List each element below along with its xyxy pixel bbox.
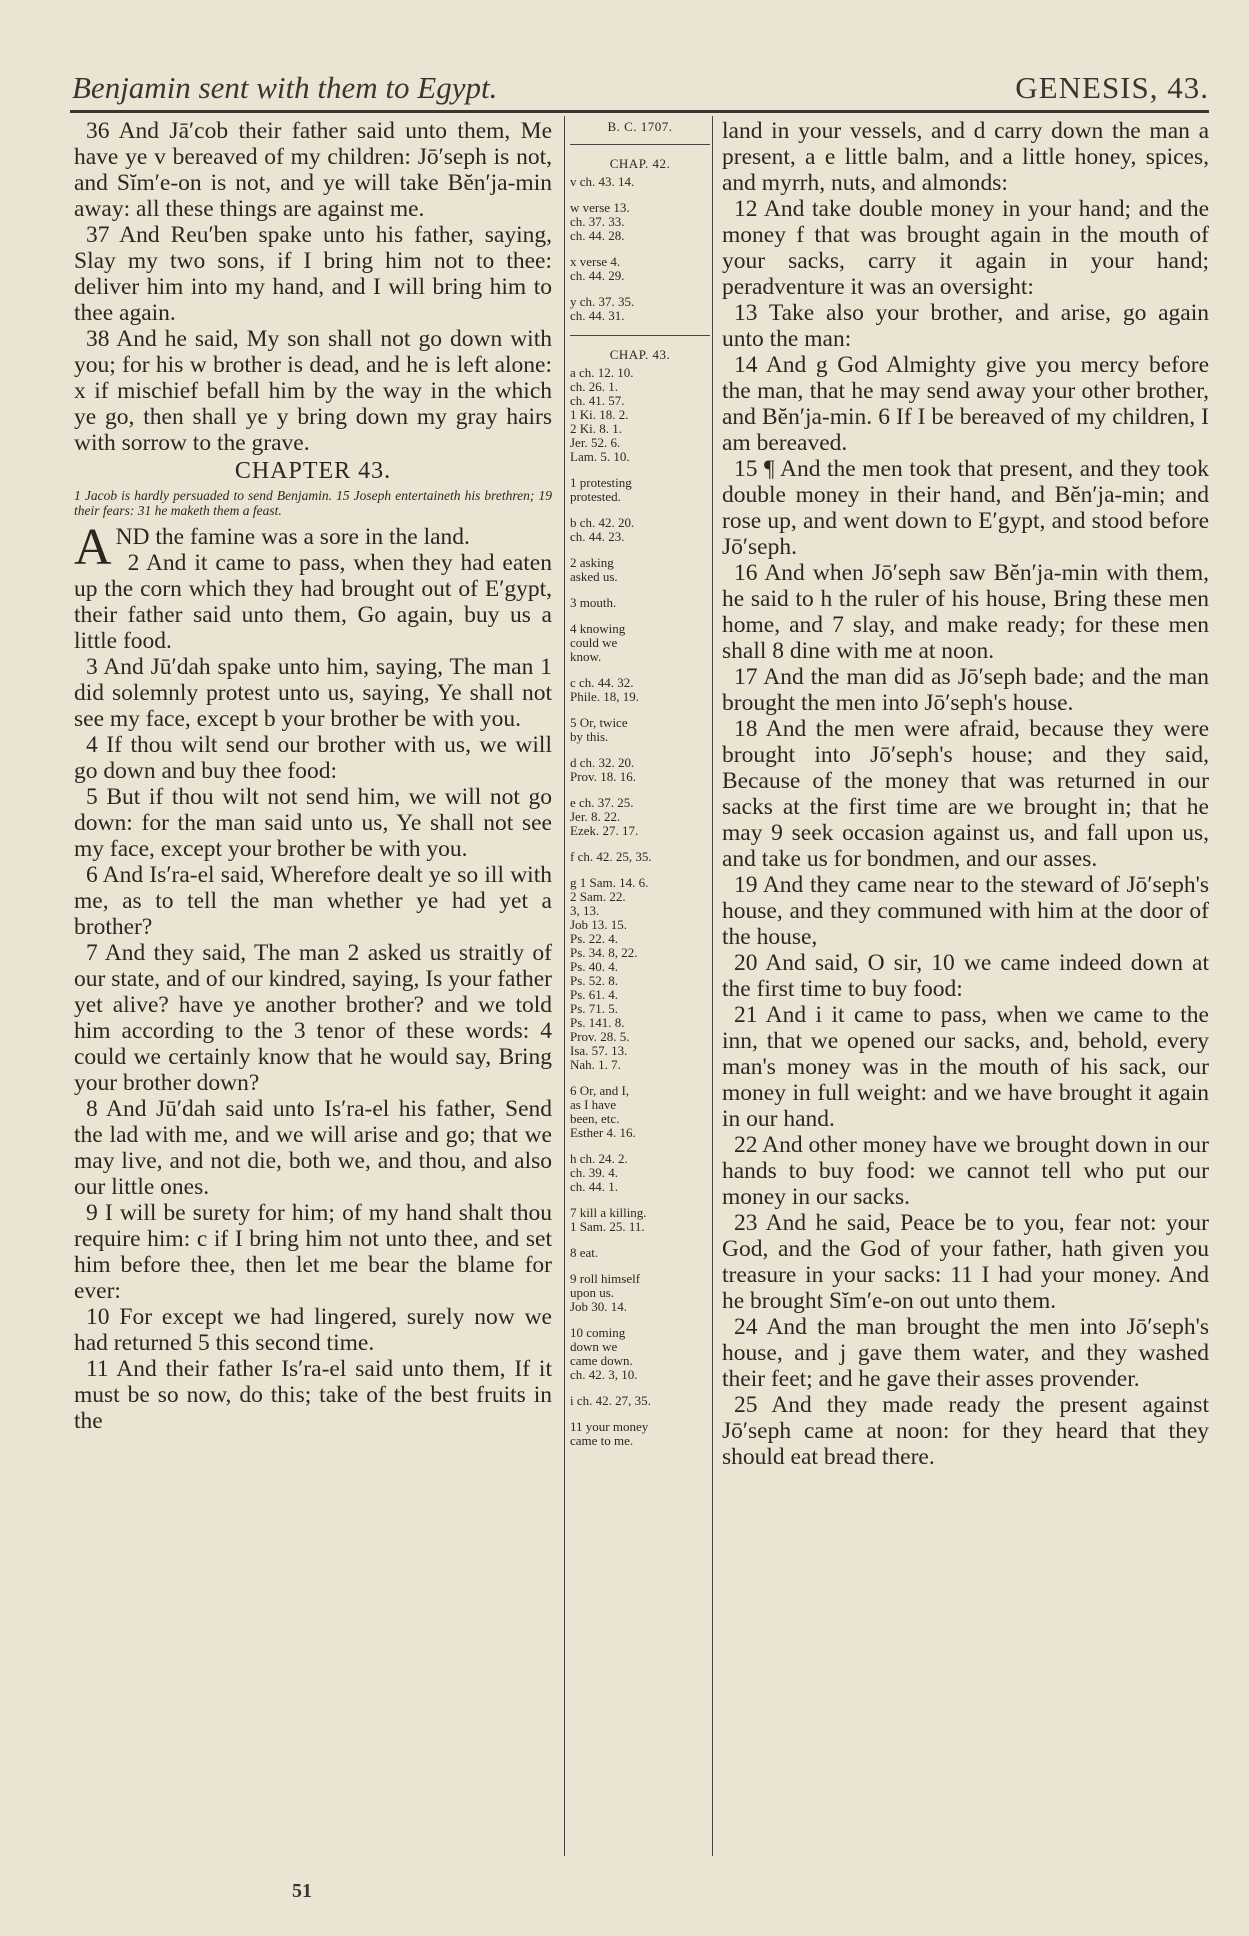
cross-ref: 9 roll himself upon us. Job 30. 14.: [570, 1271, 641, 1314]
verse-43-1-text: ND the famine was a sore in the land.: [115, 524, 470, 550]
verse-42-37: 37 And Reu′ben spake unto his father, saying, Slay my two sons, if I bring him not to thee: deliver him into my hand, and I will bring him to thee again.: [74, 222, 552, 326]
cross-ref: a ch. 12. 10. ch. 26. 1. ch. 41. 57. 1 Ki. 18. 2. 2 Ki. 8. 1. Jer. 52. 6. Lam. 5. 10.: [570, 365, 634, 464]
verse-43-24: 24 And the man brought the men into Jō′seph's house, and j gave them water, and they washed their feet; and he gave their asses provender.: [722, 1314, 1209, 1392]
cross-ref: h ch. 24. 2. ch. 39. 4. ch. 44. 1.: [570, 1151, 628, 1194]
verse-43-12: 12 And take double money in your hand; and the money f that was brought again in the mouth of your sacks, carry it again in your hand; peradventure it was an oversight:: [722, 196, 1209, 300]
drop-cap: A: [74, 519, 112, 576]
verse-43-11-cont: land in your vessels, and d carry down the man a present, a e little balm, and a little honey, spices, and myrrh, nuts, and almonds:: [722, 118, 1209, 196]
right-text-column: [722, 118, 1209, 1470]
era-date: B. C. 1707.: [607, 119, 673, 134]
header-rule: [70, 110, 1209, 113]
column-divider-left: [564, 116, 565, 1856]
cross-ref: b ch. 42. 20. ch. 44. 23.: [570, 515, 635, 544]
verse-43-19: 19 And they came near to the steward of Jō′seph's house, and they communed with him at the door of the house,: [722, 872, 1209, 950]
verse-43-6: 6 And Is′ra-el said, Wherefore dealt ye so ill with me, as to tell the man whether ye had yet a brother?: [74, 862, 552, 940]
verse-43-23: 23 And he said, Peace be to you, fear not: your God, and the God of your father, hath given you treasure in your sacks: 11 I had your money. And he brought Sĭm′e-on out unto them.: [722, 1210, 1209, 1314]
verse-43-4: 4 If thou wilt send our brother with us, we will go down and buy thee food:: [74, 732, 552, 784]
ref-rule: [570, 335, 710, 336]
left-text-column: [74, 118, 552, 1434]
cross-ref: y ch. 37. 35. ch. 44. 31.: [570, 294, 635, 323]
verse-43-5: 5 But if thou wilt not send him, we will not go down: for the man said unto us, Ye shall not see my face, except your brother be with you.: [74, 784, 552, 862]
verse-43-3: 3 And Jū′dah spake unto him, saying, The man 1 did solemnly protest unto us, saying, Ye shall not see my face, except b your brother be with you.: [74, 654, 552, 732]
cross-ref: 1 protesting protested.: [570, 475, 632, 504]
chap-42-heading: CHAP. 42.: [609, 156, 671, 171]
verse-43-20: 20 And said, O sir, 10 we came indeed down at the first time to buy food:: [722, 950, 1209, 1002]
verse-43-21: 21 And i it came to pass, when we came to the inn, that we opened our sacks, and, behold, every man's money was in the mouth of his sack, our money in full weight: and we have brought it again in our hand.: [722, 1002, 1209, 1132]
cross-ref: 2 asking asked us.: [570, 555, 618, 584]
verse-42-36: 36 And Jā′cob their father said unto them, Me have ye v bereaved of my children: Jō′seph is not, and Sĭm′e-on is not, and ye will take Bĕn′ja-min away: all these things are against me.: [74, 118, 552, 222]
cross-ref: d ch. 32. 20. Prov. 18. 16.: [570, 755, 636, 784]
cross-reference-column: [570, 120, 710, 1460]
cross-ref: 8 eat.: [570, 1245, 599, 1260]
cross-ref: g 1 Sam. 14. 6. 2 Sam. 22. 3, 13. Job 13. 15. Ps. 22. 4. Ps. 34. 8, 22. Ps. 40. 4. Ps. 52. 8. Ps. 61. 4. Ps. 71. 5. Ps. 141. 8. Prov. 28. 5. Isa. 57. 13. Nah. 1. 7.: [570, 875, 649, 1072]
running-head-title: Benjamin sent with them to Egypt.: [72, 70, 498, 105]
cross-ref: 5 Or, twice by this.: [570, 715, 628, 744]
verse-43-11: 11 And their father Is′ra-el said unto them, If it must be so now, do this; take of the best fruits in the: [74, 1356, 552, 1434]
cross-ref: 7 kill a killing. 1 Sam. 25. 11.: [570, 1205, 647, 1234]
cross-ref: e ch. 37. 25. Jer. 8. 22. Ezek. 27. 17.: [570, 795, 639, 838]
verse-43-25: 25 And they made ready the present against Jō′seph came at noon: for they heard that they should eat bread there.: [722, 1392, 1209, 1470]
chap-43-heading: CHAP. 43.: [609, 347, 671, 362]
verse-42-38: 38 And he said, My son shall not go down with you; for his w brother is dead, and he is left alone: x if mischief befall him by the way in the which ye go, then shall ye y bring down my gray hairs with sorrow to the grave.: [74, 326, 552, 456]
cross-ref: 3 mouth.: [570, 595, 617, 610]
cross-ref: c ch. 44. 32. Phile. 18, 19.: [570, 675, 639, 704]
cross-ref: 10 coming down we came down. ch. 42. 3, 10.: [570, 1325, 638, 1382]
verse-43-2: 2 And it came to pass, when they had eaten up the corn which they had brought out of E′gypt, their father said unto them, Go again, buy us a little food.: [74, 550, 552, 654]
verse-43-16: 16 And when Jō′seph saw Bĕn′ja-min with them, he said to h the ruler of his house, Bring these men home, and 7 slay, and make ready; for these men shall 8 dine with me at noon.: [722, 560, 1209, 664]
chapter-title: CHAPTER 43.: [234, 458, 392, 484]
cross-ref: w verse 13. ch. 37. 33. ch. 44. 28.: [570, 200, 630, 243]
verse-43-8: 8 And Jū′dah said unto Is′ra-el his father, Send the lad with me, and we will arise and go; that we may live, and not die, both we, and thou, and also our little ones.: [74, 1096, 552, 1200]
cross-ref: f ch. 42. 25, 35.: [570, 849, 652, 864]
verse-43-1: [74, 519, 552, 576]
cross-ref: 4 knowing could we know.: [570, 621, 626, 664]
cross-ref: i ch. 42. 27, 35.: [570, 1393, 651, 1408]
ref-rule: [570, 144, 710, 145]
cross-ref: 11 your money came to me.: [570, 1419, 649, 1448]
verse-43-14: 14 And g God Almighty give you mercy before the man, that he may send away your other brother, and Bĕn′ja-min. 6 If I be bereaved of my children, I am bereaved.: [722, 352, 1209, 456]
verse-43-10: 10 For except we had lingered, surely now we had returned 5 this second time.: [74, 1304, 552, 1356]
verse-43-9: 9 I will be surety for him; of my hand shalt thou require him: c if I bring him not unto thee, and set him before thee, then let me bear the blame for ever:: [74, 1200, 552, 1304]
verse-43-13: 13 Take also your brother, and arise, go again unto the man:: [722, 300, 1209, 352]
verse-43-18: 18 And the men were afraid, because they were brought into Jō′seph's house; and they said, Because of the money that was returned in our sacks at the first time are we brought in; that he may 9 seek occasion against us, and fall upon us, and take us for bondmen, and our asses.: [722, 716, 1209, 872]
running-head-book: GENESIS, 43.: [1015, 70, 1209, 105]
cross-ref: v ch. 43. 14.: [570, 174, 635, 189]
chapter-summary: 1 Jacob is hardly persuaded to send Benjamin. 15 Joseph entertaineth his brethren; 19 their fears: 31 he maketh them a feast.: [74, 488, 552, 518]
cross-ref: 6 Or, and I, as I have been, etc. Esther 4. 16.: [570, 1083, 636, 1140]
verse-43-17: 17 And the man did as Jō′seph bade; and the man brought the men into Jō′seph's house.: [722, 664, 1209, 716]
cross-ref: x verse 4. ch. 44. 29.: [570, 254, 625, 283]
verse-43-7: 7 And they said, The man 2 asked us straitly of our state, and of our kindred, saying, Is your father yet alive? have ye another brother? and we told him according to the 3 tenor of these words: 4 could we certainly know that he would say, Bring your brother down?: [74, 940, 552, 1096]
verse-43-15: 15 ¶ And the men took that present, and they took double money in their hand, and Bĕn′ja-min; and rose up, and went down to E′gypt, and stood before Jō′seph.: [722, 456, 1209, 560]
page-number: 51: [292, 1880, 312, 1902]
column-divider-right: [712, 116, 713, 1856]
verse-43-22: 22 And other money have we brought down in our hands to buy food: we cannot tell who put our money in our sacks.: [722, 1132, 1209, 1210]
